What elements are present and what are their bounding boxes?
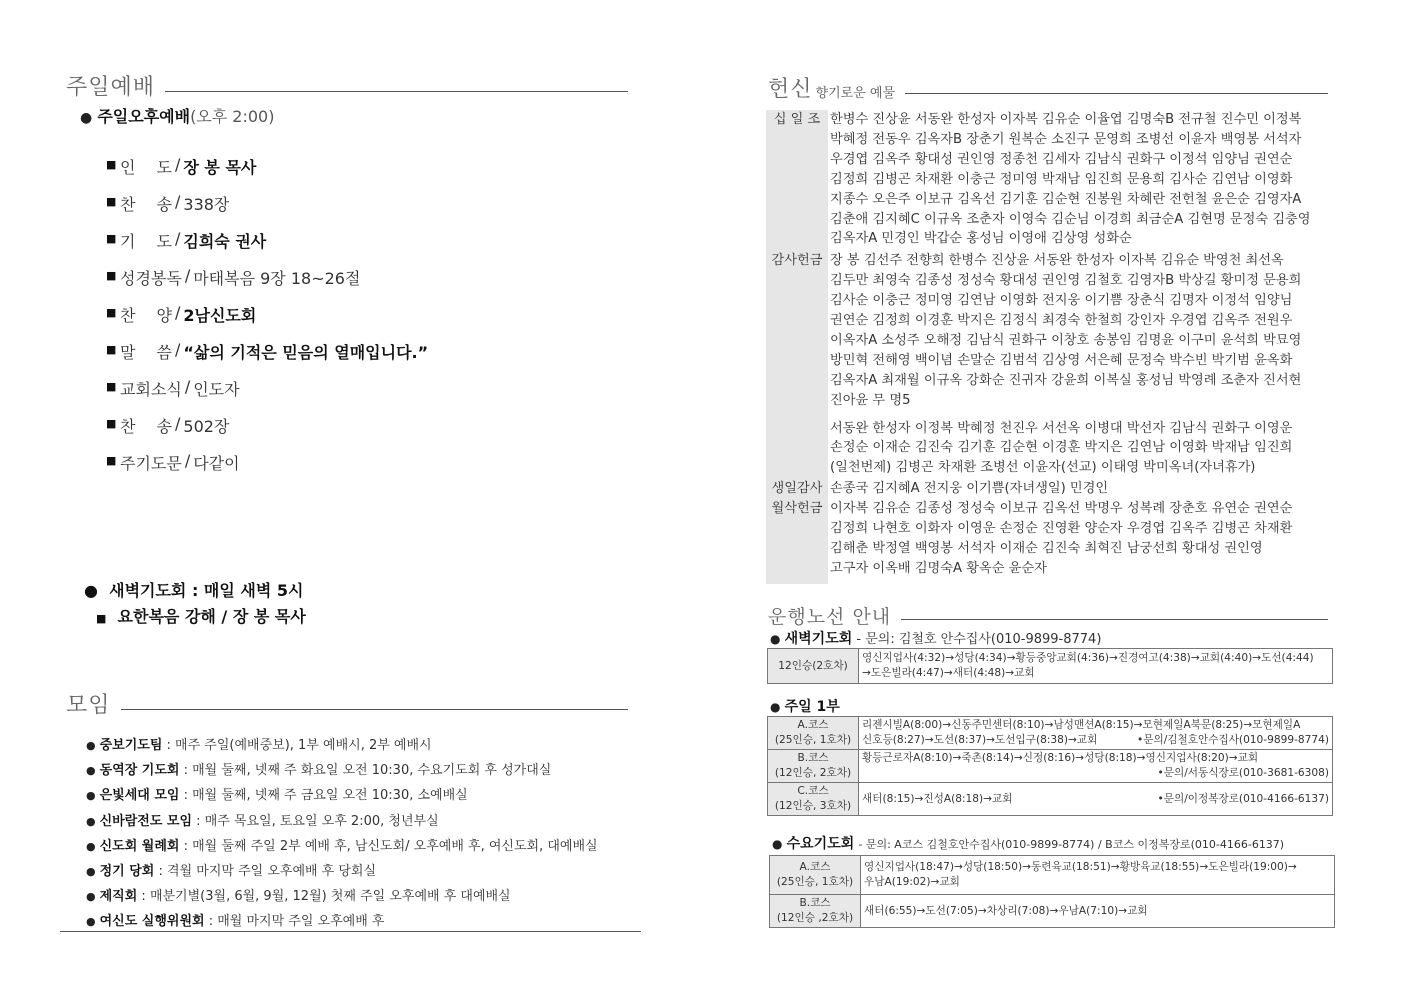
offering-filler	[766, 580, 1342, 584]
order-value: 2남신도회	[183, 306, 257, 325]
square-bullet-icon: ■	[106, 232, 117, 245]
meeting-desc: : 매월 둘째, 넷째 주 금요일 오전 10:30, 소예배실	[179, 788, 468, 804]
route-path: 리젠시빌A(8:00)→신동주민센터(8:10)→남성맨션A(8:15)→모현제일A북문(8:25)→모현제일A	[862, 719, 1301, 731]
offering-names	[828, 413, 1342, 480]
table-row	[768, 750, 1333, 783]
route-path: 영신지업사(4:32)→성당(4:34)→황등중앙교회(4:36)→진경여고(4:38)→교회(4:40)→도선(4:44)	[862, 652, 1314, 664]
name-line: 고구자 이옥배 김명숙A 황옥순 윤순자	[830, 561, 1047, 576]
square-bullet-icon: ■	[106, 158, 117, 171]
bullet-icon: ●	[86, 915, 96, 929]
meeting-list	[86, 734, 598, 936]
meeting-item	[86, 835, 598, 860]
meeting-desc: : 매월 둘째 주일 2부 예배 후, 남신도회/ 오후예배 후, 여신도회, 대예배실	[179, 838, 598, 854]
route-path: 영신지업사(18:47)→성당(18:50)→동련육교(18:51)→황방육교(18:55)→도은빌라(19:00)→	[864, 861, 1297, 873]
dawn-line-1: ● 새벽기도회 : 매일 새벽 5시	[84, 581, 304, 600]
order-label: 주기도문	[120, 454, 182, 473]
name-line: 진아윤 무 명5	[830, 392, 911, 408]
title-rule	[901, 619, 1328, 620]
bottom-rule	[60, 931, 641, 932]
route-path: 황등근로자A(8:10)→죽촌(8:14)→신정(8:16)→성당(8:18)→영신지업사(8:20)→교회	[862, 752, 1259, 764]
meeting-item	[86, 734, 598, 759]
title-rule	[905, 93, 1328, 94]
meeting-name: 은빛세대 모임	[99, 788, 180, 804]
offering-category: 생일감사	[766, 479, 828, 499]
offering-category: 월삭헌금	[766, 499, 828, 580]
table-row	[770, 895, 1335, 928]
square-bullet-icon: ■	[106, 343, 117, 356]
square-bullet-icon: ■	[106, 380, 117, 393]
route-cell	[861, 895, 1335, 928]
route-cell	[859, 649, 1333, 684]
name-line: 김사순 이충근 정미영 김연남 이영화 전지웅 이기쁨 장춘식 김명자 이정석 임양님	[830, 293, 1293, 308]
route-contact: •문의/이정복장로(010-4166-6137)	[1157, 792, 1329, 805]
dawn-route-contact: - 문의: 김철호 안수집사(010-9899-8774)	[856, 632, 1102, 647]
service-time: (오후 2:00)	[190, 107, 275, 126]
route-cell	[859, 717, 1333, 750]
wed-route-contact: - 문의: A코스 김철호안수집사(010-9899-8774) / B코스 이정복장로(010-4166-6137)	[858, 838, 1285, 851]
bullet-icon: ●	[770, 700, 781, 714]
offering-names	[828, 110, 1342, 251]
order-value: 502장	[183, 417, 230, 436]
meeting-name: 제직회	[99, 889, 138, 905]
meeting-name: 신바람전도 모임	[99, 813, 193, 829]
name-line: 박혜정 전동우 김옥자B 장춘기 원복순 소진구 문영희 조병선 이윤자 백영봉 서석자	[830, 131, 1302, 147]
table-row	[768, 717, 1333, 750]
meeting-desc: : 격월 마지막 주일 오후예배 후 당회실	[154, 863, 377, 879]
order-item	[106, 451, 428, 488]
service-name: 주일오후예배	[97, 107, 191, 126]
vehicle-cell: A.코스 (25인승, 1호차)	[770, 856, 861, 895]
table-row	[768, 649, 1333, 684]
order-label: 기 도	[120, 232, 172, 251]
route-title: 운행노선 안내	[768, 606, 892, 628]
order-item	[106, 192, 428, 229]
offering-section-title	[768, 72, 1328, 103]
offering-category: 감사헌금	[766, 251, 828, 412]
sunday-route-table	[767, 716, 1333, 816]
square-bullet-icon: ■	[106, 269, 117, 282]
name-line: 김춘애 김지혜C 이규옥 조춘자 이영숙 김순님 이경희 최금순A 김현명 문정숙 김충영	[830, 211, 1311, 227]
route-path: 새터(6:55)→도선(7:05)→차상리(7:08)→우남A(7:10)→교회	[864, 904, 1148, 917]
offering-category: 십 일 조	[766, 110, 828, 251]
square-bullet-icon: ■	[106, 417, 117, 430]
table-row	[768, 783, 1333, 816]
order-item	[106, 155, 428, 192]
dawn-route-name: 새벽기도회	[784, 631, 853, 647]
square-bullet-icon: ■	[106, 306, 117, 319]
route-path: 우남A(19:02)→교회	[864, 876, 960, 888]
offering-row	[766, 251, 1342, 412]
wed-route-heading	[772, 833, 1284, 853]
offering-names	[828, 251, 1342, 412]
sunday-route-name: 주일 1부	[784, 699, 840, 715]
bullet-icon: ●	[86, 814, 96, 828]
order-value: 마태복음 9장 18~26절	[193, 269, 361, 288]
separator: /	[184, 377, 191, 396]
separator: /	[175, 414, 181, 433]
meeting-item	[86, 759, 598, 784]
name-line: 김두만 최영숙 김종성 정성숙 황대성 권인영 김철호 김영자B 박상길 황미정 문용희	[830, 273, 1302, 289]
meeting-desc: : 매주 주일(예배중보), 1부 예배시, 2부 예배시	[162, 738, 432, 753]
offering-table	[766, 110, 1342, 584]
title-rule	[121, 709, 628, 710]
meeting-desc: : 매월 둘째, 넷째 주 화요일 오전 10:30, 수요기도회 후 성가대실	[179, 763, 552, 779]
bullet-icon: ●	[84, 581, 98, 600]
order-value: 김희숙 권사	[183, 232, 267, 251]
separator: /	[175, 303, 181, 322]
meeting-name: 정기 당회	[99, 863, 155, 879]
offering-row	[766, 499, 1342, 580]
separator: /	[175, 192, 181, 211]
offering-category	[766, 413, 828, 480]
table-row	[770, 856, 1335, 895]
order-value: 다같이	[193, 454, 240, 473]
order-value: 장 봉 목사	[183, 158, 257, 177]
name-line: 방민혁 전해영 백이념 손말순 김범석 김상영 서은혜 문정숙 박수빈 박기범 윤옥화	[830, 352, 1293, 368]
bullet-icon: ●	[86, 764, 96, 778]
route-path: 신호등(8:27)→도선(8:37)→도선입구(8:38)→교회 •문의/김철호안수집사(010-9899-8774)	[862, 734, 1329, 746]
meeting-item	[86, 860, 598, 885]
meeting-name: 여신도 실행위원회	[99, 914, 205, 930]
separator: /	[184, 451, 191, 470]
route-contact: •문의/서동식장로(010-3681-6308)	[1157, 767, 1329, 779]
route-path: →도은빌라(4:47)→새터(4:48)→교회	[862, 667, 1035, 679]
name-line: 김옥자A 민경인 박갑순 홍성님 이영애 김상영 성화순	[830, 231, 1132, 247]
offering-row	[766, 110, 1342, 251]
order-of-service	[106, 155, 428, 488]
meeting-name: 중보기도팀	[99, 738, 163, 753]
square-bullet-icon: ■	[106, 195, 117, 208]
name-line: 한병수 진상윤 서동완 한성자 이자복 김유순 이율엽 김명숙B 전규철 진수민 이정복	[830, 112, 1302, 127]
name-line: 손종국 김지혜A 전지웅 이기쁨(자녀생일) 민경인	[830, 481, 1109, 497]
bullet-icon: ●	[86, 789, 96, 803]
meeting-item	[86, 784, 598, 809]
route-cell	[859, 750, 1333, 783]
name-line: 지종수 오은주 이보규 김옥선 김기훈 김순현 진봉원 차혜란 전헌철 윤은순 김영자A	[830, 191, 1302, 207]
route-cell	[859, 783, 1333, 816]
bullet-icon: ●	[80, 110, 93, 126]
dawn-line-2: ■ 요한복음 강해 / 장 봉 목사	[96, 607, 306, 626]
bullet-icon: ●	[772, 837, 783, 851]
vehicle-cell: 12인승(2호차)	[768, 649, 859, 684]
order-item	[106, 266, 428, 303]
separator: /	[184, 266, 191, 285]
separator: /	[175, 229, 181, 248]
sunday-route-heading	[770, 696, 840, 716]
dawn-route-table	[767, 648, 1333, 684]
offering-row	[766, 413, 1342, 480]
name-line: 권연순 김정희 이경훈 박지은 김정식 최경숙 한철희 강인자 우경엽 김옥주 전원우	[830, 312, 1293, 328]
meeting-desc: : 매분기별(3월, 6월, 9월, 12월) 첫째 주일 오후예배 후 대예배실	[137, 889, 511, 905]
bullet-icon: ●	[86, 864, 96, 878]
order-label: 찬 송	[120, 417, 172, 436]
offering-names	[828, 580, 1342, 584]
wed-route-table	[769, 855, 1335, 928]
name-line: 우경엽 김옥주 황대성 권인영 정종천 김세자 김남식 권화구 이정석 임양님 권연순	[830, 151, 1293, 167]
name-line: 김정희 김병곤 차재환 이충근 정미영 박재남 임진희 문용희 김사순 김연남 이영화	[830, 171, 1293, 187]
order-label: 찬 양	[120, 306, 172, 325]
bullet-icon: ●	[86, 739, 96, 752]
name-line: 손정순 이재순 김진숙 김기훈 김순현 이경훈 박지은 김연남 이영화 박재남 임진희	[830, 440, 1293, 456]
name-line: 김옥자A 최재월 이규옥 강화순 진귀자 강윤희 이복실 홍성님 박영례 조춘자 진서현	[830, 372, 1302, 388]
name-line: 김정희 나현호 이화자 이영운 손정순 진영환 양순자 우경엽 김옥주 김병곤 차재환	[830, 521, 1293, 537]
separator: /	[175, 155, 181, 174]
separator: /	[175, 340, 181, 359]
meeting-desc: : 매월 마지막 주일 오후예배 후	[204, 914, 385, 930]
order-item	[106, 414, 428, 451]
meeting-section-title	[66, 688, 628, 719]
route-section-title	[768, 602, 1328, 629]
name-line: (일천번제) 김병곤 차재환 조병선 이윤자(선교) 이태영 박미옥녀(자녀휴가)	[830, 460, 1256, 476]
dawn-route-heading	[770, 628, 1101, 648]
meeting-item	[86, 810, 598, 835]
order-label: 성경봉독	[120, 269, 182, 288]
order-label: 말 씀	[120, 343, 172, 362]
offering-subtitle: 향기로운 예물	[815, 86, 895, 101]
dawn-prayer	[84, 578, 306, 632]
name-line: 이옥자A 소성주 오해정 김남식 권화구 이창호 송봉임 김명윤 이구미 윤석희 박묘영	[830, 332, 1302, 348]
offering-row	[766, 479, 1342, 499]
meeting-name: 신도회 월례회	[99, 838, 180, 854]
offering-names	[828, 499, 1342, 580]
vehicle-cell: A.코스 (25인승, 1호차)	[768, 717, 859, 750]
wed-route-name: 수요기도회	[786, 836, 855, 852]
worship-title: 주일예배	[66, 75, 156, 100]
route-contact: •문의/김철호안수집사(010-9899-8774)	[1137, 734, 1329, 746]
vehicle-cell: B.코스 (12인승, 2호차)	[768, 750, 859, 783]
order-label: 인 도	[120, 158, 172, 177]
worship-section-title	[66, 70, 628, 101]
meeting-name: 동역장 기도회	[99, 763, 180, 779]
title-rule	[165, 91, 628, 92]
square-bullet-icon: ■	[96, 612, 107, 625]
vehicle-cell: B.코스 (12인승 ,2호차)	[770, 895, 861, 928]
name-line: 장 봉 김선주 전향희 한병수 진상윤 서동완 한성자 이자복 김유순 박영천 최선옥	[830, 253, 1284, 269]
route-cell	[861, 856, 1335, 895]
order-item	[106, 377, 428, 414]
route-path: 새터(8:15)→진성A(8:18)→교회 •문의/이정복장로(010-4166-6137)	[862, 792, 1329, 805]
meeting-item	[86, 885, 598, 910]
name-line: 이자복 김유순 김종성 정성숙 이보규 김옥선 박명우 성복례 장춘호 유연순 권연순	[830, 501, 1293, 517]
order-item	[106, 340, 428, 377]
bullet-icon: ●	[86, 839, 96, 853]
service-heading	[80, 104, 274, 127]
order-label: 교회소식	[120, 380, 182, 399]
order-item	[106, 303, 428, 340]
offering-names	[828, 479, 1342, 499]
meeting-desc: : 매주 목요일, 토요일 오후 2:00, 청년부실	[192, 813, 439, 829]
offering-title: 헌신	[768, 77, 813, 102]
order-value: “삶의 기적은 믿음의 열매입니다.”	[183, 343, 429, 362]
square-bullet-icon: ■	[106, 454, 117, 467]
bullet-icon: ●	[770, 632, 781, 646]
order-label: 찬 송	[120, 195, 172, 214]
meeting-title: 모임	[66, 693, 111, 718]
vehicle-cell: C.코스 (12인승, 3호차)	[768, 783, 859, 816]
bullet-icon: ●	[86, 890, 96, 904]
offering-category	[766, 580, 828, 584]
order-value: 338장	[183, 195, 230, 214]
order-value: 인도자	[193, 380, 240, 399]
name-line: 서동완 한성자 이정복 박혜정 천진우 서선옥 이병대 박선자 김남식 권화구 이영운	[830, 420, 1293, 436]
order-item	[106, 229, 428, 266]
name-line: 김해춘 박정열 백영봉 서석자 이재순 김진숙 최혁진 남궁선희 황대성 권인영	[830, 541, 1263, 557]
